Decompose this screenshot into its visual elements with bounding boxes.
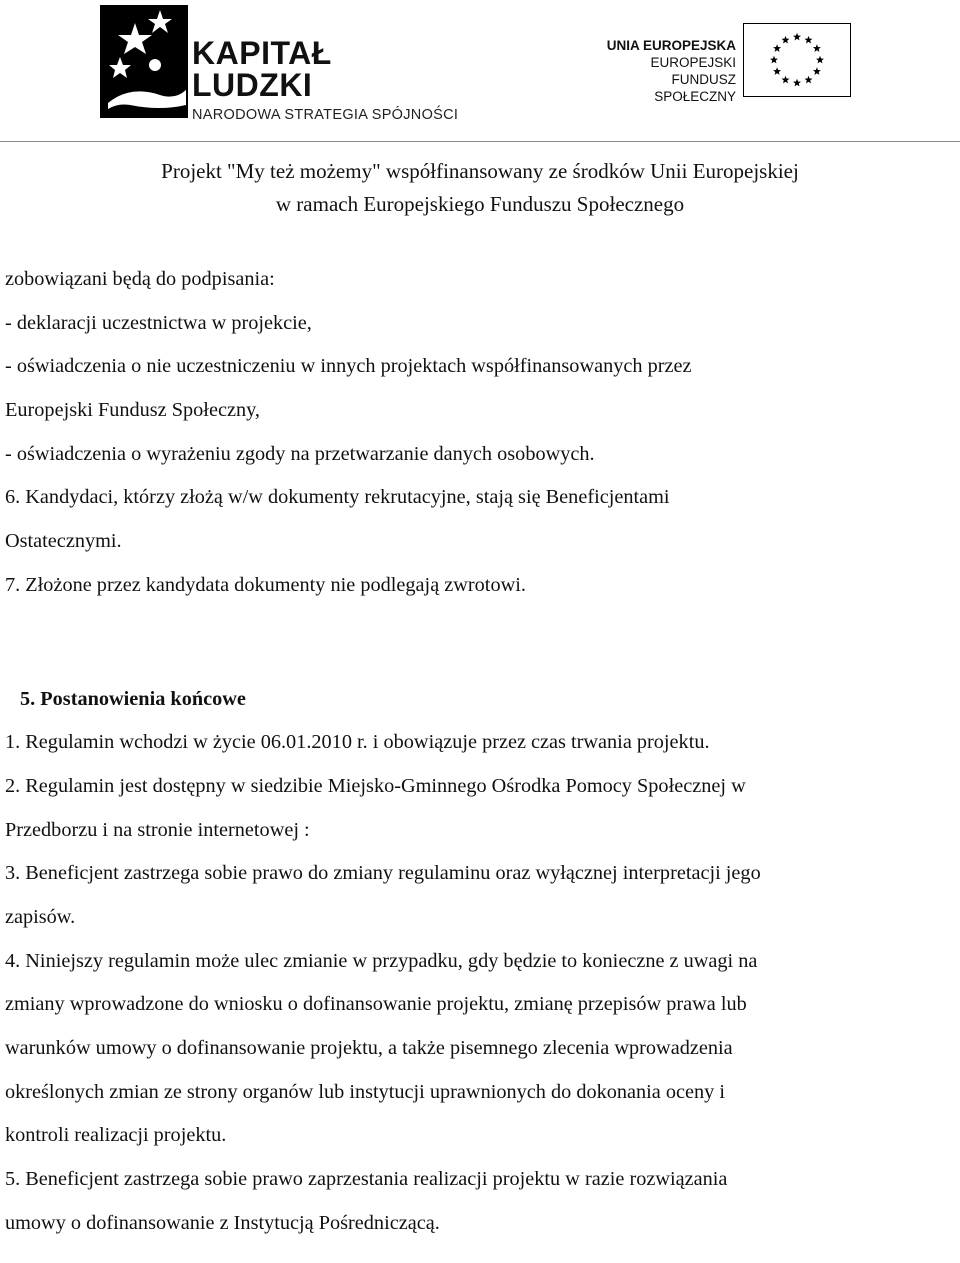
text-line: umowy o dofinansowanie z Instytucją Pośredniczącą. (5, 1211, 440, 1234)
kapital-ludzki-logo (100, 5, 460, 123)
project-title-line2: w ramach Europejskiego Funduszu Społecznego (275, 192, 685, 216)
body-part2 (5, 721, 955, 1245)
kapital-ludzki-emblem-icon (100, 5, 188, 118)
section-heading: 5. Postanowienia końcowe (20, 687, 246, 710)
text-line: - deklaracji uczestnictwa w projekcie, (5, 311, 312, 334)
text-line: kontroli realizacji projektu. (5, 1124, 227, 1147)
text-line: 3. Beneficjent zastrzega sobie prawo do zmiany regulaminu oraz wyłącznej interpretacji jego (5, 862, 761, 885)
kapital-ludzki-subtitle: NARODOWA STRATEGIA SPÓJNOŚCI (192, 107, 459, 123)
eu-star-icon (773, 67, 781, 75)
eu-logo-line3: FUNDUSZ SPOŁECZNY (654, 72, 736, 104)
eu-star-icon (782, 36, 790, 44)
page-header (0, 0, 960, 145)
project-title (0, 155, 960, 221)
text-line: 4. Niniejszy regulamin może ulec zmianie w przypadku, gdy będzie to konieczne z uwagi na (5, 949, 758, 972)
text-line: warunków umowy o dofinansowanie projektu, a także pisemnego zlecenia wprowadzenia (5, 1037, 733, 1059)
project-title-line1: Projekt "My też możemy" współfinansowany ze środków Unii Europejskiej (161, 159, 799, 183)
eu-star-icon (816, 56, 824, 64)
text-line: określonych zmian ze strony organów lub instytucji uprawnionych do dokonania oceny i (5, 1080, 726, 1103)
kapital-ludzki-title: KAPITAŁ LUDZKI (192, 35, 332, 103)
text-line: 1. Regulamin wchodzi w życie 06.01.2010 r. i obowiązuje przez czas trwania projektu. (5, 731, 710, 754)
eu-star-icon (793, 79, 801, 87)
text-line: - oświadczenia o wyrażeniu zgody na przetwarzanie danych osobowych. (5, 442, 595, 465)
eu-star-icon (770, 56, 778, 64)
eu-star-icon (782, 76, 790, 84)
text-line: Ostatecznymi. (5, 530, 122, 553)
eu-star-icon (805, 76, 813, 84)
eu-logo-line1: UNIA EUROPEJSKA (606, 38, 736, 53)
eu-star-icon (805, 36, 813, 44)
text-line: - oświadczenia o nie uczestniczeniu w innych projektach współfinansowanych przez (5, 355, 692, 378)
eu-logo-line2: EUROPEJSKI (650, 55, 736, 70)
eu-flag-icon (743, 23, 851, 97)
text-line: zapisów. (5, 905, 76, 928)
text-line: Przedborzu i na stronie internetowej : (5, 818, 310, 841)
eu-star-icon (813, 67, 821, 75)
eu-star-icon (773, 44, 781, 52)
document-body (5, 258, 955, 1245)
section-gap (5, 608, 955, 678)
text-line: 6. Kandydaci, którzy złożą w/w dokumenty rekrutacyjne, stają się Beneficjentami (5, 486, 670, 509)
kapital-ludzki-wordmark (192, 37, 460, 123)
text-line: 5. Beneficjent zastrzega sobie prawo zaprzestania realizacji projektu w razie rozwiązania (5, 1168, 728, 1191)
text-line: 7. Złożone przez kandydata dokumenty nie podlegają zwrotowi. (5, 573, 526, 596)
eu-logo-text (586, 37, 736, 105)
text-line: zmiany wprowadzone do wniosku o dofinansowanie projektu, zmianę przepisów prawa lub (5, 993, 747, 1016)
text-line: zobowiązani będą do podpisania: (5, 268, 275, 290)
text-line: 2. Regulamin jest dostępny w siedzibie Miejsko-Gminnego Ośrodka Pomocy Społecznej w (5, 774, 746, 797)
eu-star-icon (793, 33, 801, 41)
text-line: Europejski Fundusz Społeczny, (5, 399, 260, 422)
header-divider (0, 141, 960, 142)
eu-social-fund-logo (578, 22, 858, 102)
body-part1 (5, 258, 955, 608)
eu-star-icon (813, 44, 821, 52)
